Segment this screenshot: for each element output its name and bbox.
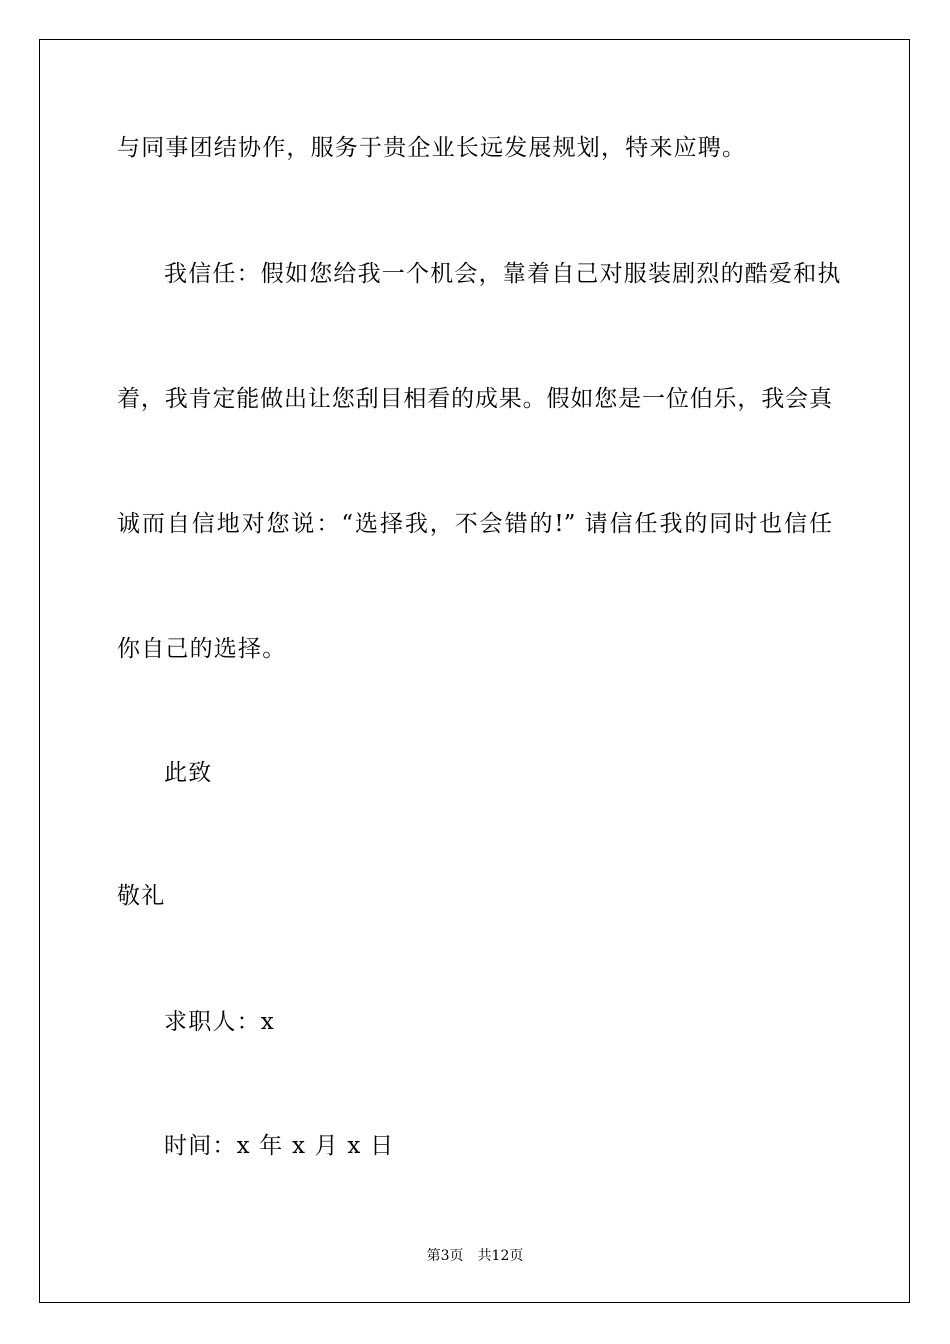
page-border bbox=[39, 39, 910, 1303]
closing-text: 此致 bbox=[164, 760, 213, 786]
page-footer bbox=[0, 1246, 950, 1266]
applicant-line: 求职人：x bbox=[164, 1009, 275, 1035]
body-line-1: 与同事团结协作，服务于贵企业长远发展规划，特来应聘。 bbox=[117, 135, 747, 161]
page-number: 第3页 bbox=[426, 1248, 464, 1264]
body-line-4: 诚而自信地对您说：“选择我，不会错的!” 请信任我的同时也信任 bbox=[117, 511, 832, 537]
page-total: 共12页 bbox=[477, 1248, 524, 1264]
body-line-3: 着，我肯定能做出让您刮目相看的成果。假如您是一位伯乐，我会真 bbox=[117, 386, 832, 412]
body-line-2: 我信任：假如您给我一个机会，靠着自己对服装剧烈的酷爱和执 bbox=[164, 261, 842, 287]
date-line: 时间：x 年 x 月 x 日 bbox=[164, 1133, 395, 1159]
body-line-5: 你自己的选择。 bbox=[117, 636, 287, 662]
salutation-text: 敬礼 bbox=[117, 883, 166, 909]
